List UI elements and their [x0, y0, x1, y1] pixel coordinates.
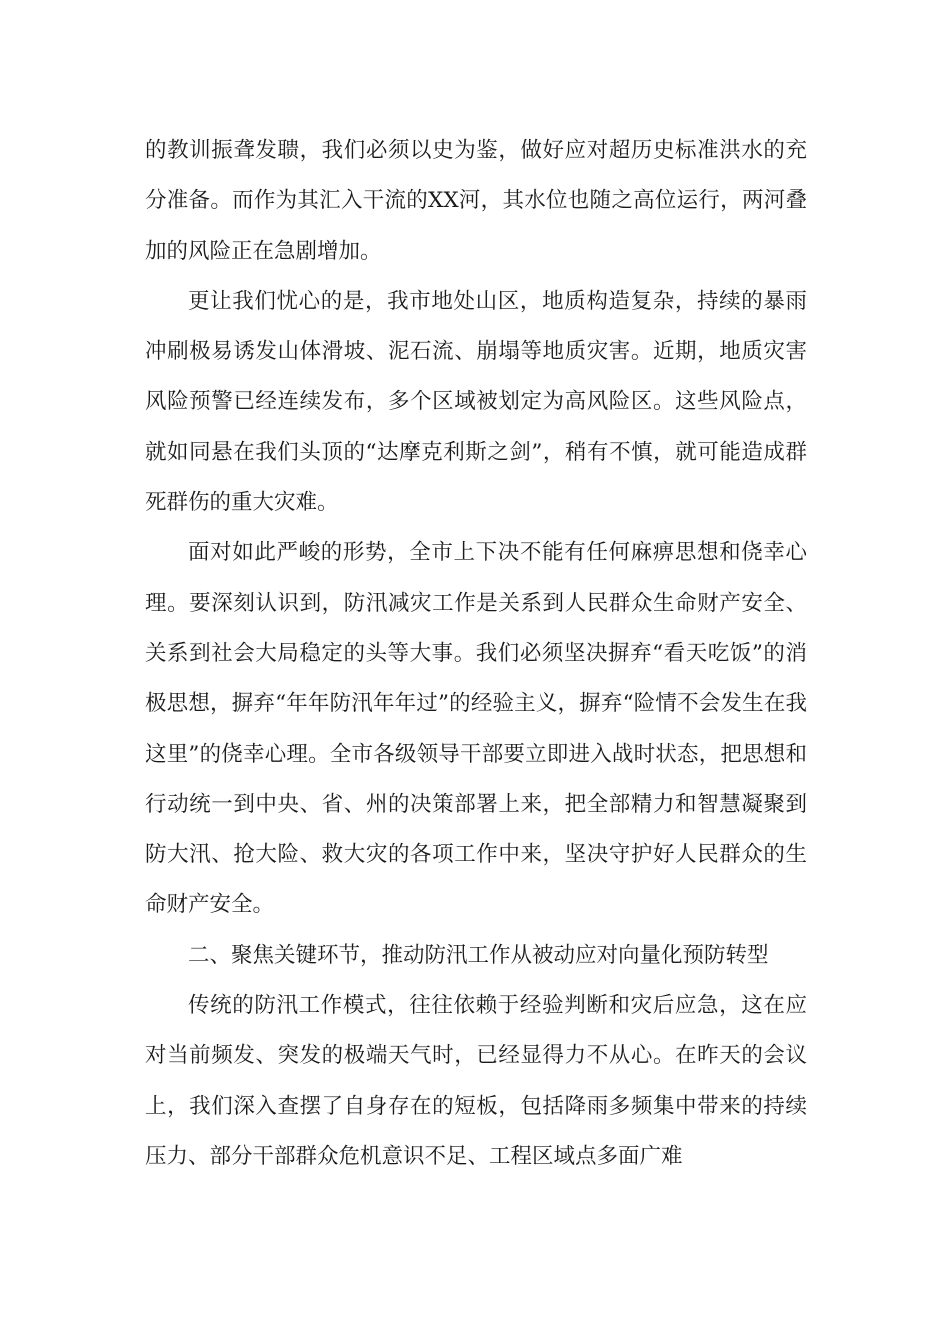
section-heading-two: 二、聚焦关键环节，推动防汛工作从被动应对向量化预防转型	[188, 942, 769, 968]
paragraph-continuation: 的教训振聋发聩，我们必须以史为鉴，做好应对超历史标准洪水的充分准备。而作为其汇入干流的XX河，其水位也随之高位运行，两河叠加的风险正在急剧增加。	[145, 138, 807, 264]
paragraph-traditional-mode: 传统的防汛工作模式，往往依赖于经验判断和灾后应急，这在应对当前频发、突发的极端天气时，已经显得力不从心。在昨天的会议上，我们深入查摆了自身存在的短板，包括降雨多频集中带来的持续压力、部分干部群众危机意识不足、工程区域点多面广难	[145, 993, 807, 1169]
paragraph-geologic-risk: 更让我们忧心的是，我市地处山区，地质构造复杂，持续的暴雨冲刷极易诱发山体滑坡、泥石流、崩塌等地质灾害。近期，地质灾害风险预警已经连续发布，多个区域被划定为高风险区。这些风险点，就如同悬在我们头顶的“达摩克利斯之剑”，稍有不慎，就可能造成群死群伤的重大灾难。	[145, 288, 807, 516]
document-body	[145, 126, 807, 1182]
paragraph-severe-situation: 面对如此严峻的形势，全市上下决不能有任何麻痹思想和侥幸心理。要深刻认识到，防汛减灾工作是关系到人民群众生命财产安全、关系到社会大局稳定的头等大事。我们必须坚决摒弃“看天吃饭”的消极思想，摒弃“年年防汛年年过”的经验主义，摒弃“险情不会发生在我这里”的侥幸心理。全市各级领导干部要立即进入战时状态，把思想和行动统一到中央、省、州的决策部署上来，把全部精力和智慧凝聚到防大汛、抢大险、救大灾的各项工作中来，坚决守护好人民群众的生命财产安全。	[145, 540, 807, 918]
